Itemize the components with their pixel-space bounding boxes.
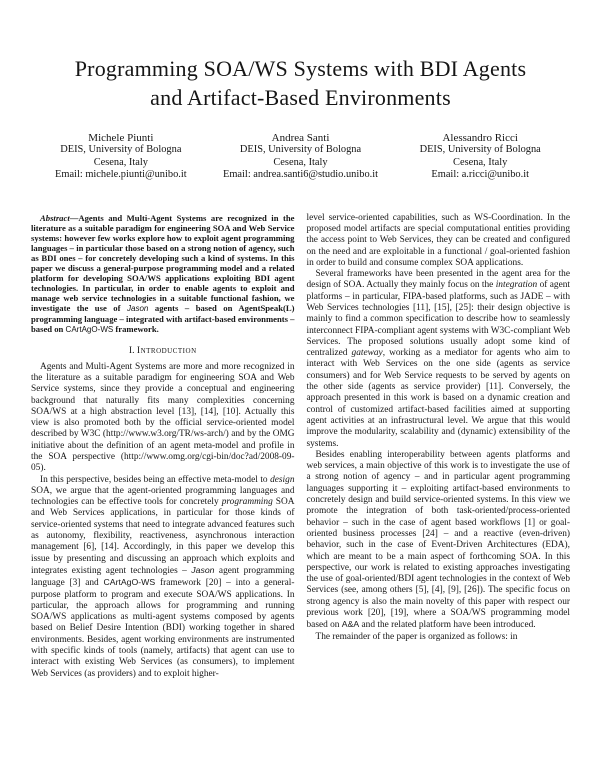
body-paragraph: The remainder of the paper is organized as follows: in	[315, 631, 518, 642]
author-affiliation: DEIS, University of Bologna	[60, 144, 182, 156]
body-paragraph: Besides enabling interoperability between agents platforms and web services, a main objective of this work is to investigate the use of a strong notion of agency – and in particular agent programming languages supporting it – exploiting artifact-based environments to concretely design and build service-oriented systems. In this view we promote the integration of both task-oriented/process-oriented behavior – such in the case of agent based workflows [1] or goal-oriented business processes [24] – and a reactive (even-driven) behavior, such in the case of Event-Driven Architectures (EDA), which are meant to be a main aspect of forthcoming SOA. In this perspective, our work is related to existing approaches investigating the use of goal-oriented/BDI agent technologies in the context of Web Services (see, among others [5], [4], [9], [26]). The specific focus on strong agency is also the main novelty of this paper with respect our previous work [20], [19], where a SOA/WS programming model based on A&A and the related platform have been introduced.	[306, 449, 570, 631]
section-number: I.	[128, 344, 135, 356]
body-paragraph: In this perspective, besides being an effective meta-model to design SOA, we argue that the agent-oriented programming languages and technologies can be effective tools for concretely programming SOA and Web Services applications, in particular for those kinds of service-oriented systems that need to integrate advanced features such as autonomy, flexibility, reactiveness, asynchronous interaction management [6], [14]. Accordingly, in this paper we develop this issue by presenting and discussing an approach which exploits and integrates existing agent technologies – Jason agent programming language [3] and CArtAgO-WS framework [20] – into a general-purpose platform to program and execute SOA/WS applications. In particular, the approach allows for programming and running SOA/WS applications as multi-agent systems composed by agents based on Belief Desire Intention (BDI) working together in shared environments. Besides, agent working environments are instrumented with specific kinds of tools (namely, artifacts) that agent can use to interact with existing Web Services (as consumers), to implement Web Services (as providers) and to exploit higher-	[31, 474, 295, 679]
body-paragraph: Several frameworks have been presented in the agent area for the design of SOA. Actually they mainly focus on the integration of agent platforms – in particular, FIPA-based platforms, such as JADE – with Web Services technologies [11], [15], [25]: their design objective is mainly to find a common specification to describe how to seamlessly interconnect FIPA-compliant agent systems with W3C-compliant Web Services. The proposed solutions usually adopt some kind of centralized gateway, working as a mediator for agents who aim to interact with Web Services on the one side (agents as service consumers) and for Web Service requests to be served by agents on the other side (agents as service provider) [11]. Conversely, the approach presented in this work is based on a dynamic creation and control of customized artifact-based facilities aimed at supporting agent activities at an infrastructural level. We argue that this would improve the modularity, scalability and (dynamic) extensibility of the systems.	[306, 269, 570, 449]
body-paragraph: level service-oriented capabilities, such as WS-Coordination. In the proposed model artifacts are special computational entities providing the access point to Web Services, they can be created and configured on the need and are exploitable in a functional / goal-oriented fashion in order to build and consume complex SOA applications.	[306, 212, 570, 268]
author-affiliation: DEIS, University of Bologna	[239, 144, 362, 156]
author-email: Email: michele.piunti@unibo.it	[55, 169, 187, 181]
author-location: Cesena, Italy	[273, 156, 328, 168]
abstract-paragraph: Abstract—Agents and Multi-Agent Systems are recognized in the literature as a suitable paradigm for engineering SOA and Web Service systems: however few works explore how to exploit agent programming languages – in particular those based on a strong notion of agency, such as BDI ones – for concretely developing such a kind of systems. In this paper we discuss a general-purpose programming model and a related platform for developing SOA/WS applications exploiting BDI agent technologies. In particular, in order to enable agents to exploit and manage web service technologies in a suitable functional fashion, we investigate the use of Jason agents – based on AgentSpeak(L) programming language – integrated with artifact-based environments – based on CArtAgO-WS framework.	[31, 212, 295, 334]
section-heading-introduction	[31, 345, 295, 356]
author-email: Email: a.ricci@unibo.it	[431, 169, 529, 181]
author-name: Alessandro Ricci	[442, 132, 518, 144]
author-location: Cesena, Italy	[453, 156, 508, 168]
two-column-body	[31, 213, 570, 680]
paper-title	[31, 54, 570, 112]
author-block-2	[211, 132, 391, 182]
section-title: Introduction	[136, 344, 197, 356]
author-block-3	[390, 132, 570, 182]
right-column	[307, 213, 571, 680]
author-email: Email: andrea.santi6@studio.unibo.it	[223, 169, 379, 181]
author-location: Cesena, Italy	[93, 156, 148, 168]
left-column	[31, 213, 295, 680]
author-name: Andrea Santi	[271, 132, 330, 144]
body-paragraph: Agents and Multi-Agent Systems are more and more recognized in the literature as a suitable paradigm for engineering SOA and Web Service systems, since they provide a conceptual and engineering background that naturally fits many complexities concerning SOA/WS at a high abstraction level [13], [14], [10]. Actually this view is also promoted both by the official service-oriented model described by W3C (http://www.w3.org/TR/ws-arch/) and by the OMG initiative about the definition of an agent meta-model and profile in the SOA perspective (http://www.omg.org/cgi-bin/doc?ad/2008-09-05).	[31, 361, 295, 474]
author-blocks	[31, 132, 570, 182]
title-line-1: Programming SOA/WS Systems with BDI Agents	[74, 56, 527, 81]
author-block-1	[31, 132, 211, 182]
author-name: Michele Piunti	[88, 132, 154, 144]
title-line-2: and Artifact-Based Environments	[150, 85, 451, 110]
author-affiliation: DEIS, University of Bologna	[419, 144, 541, 156]
